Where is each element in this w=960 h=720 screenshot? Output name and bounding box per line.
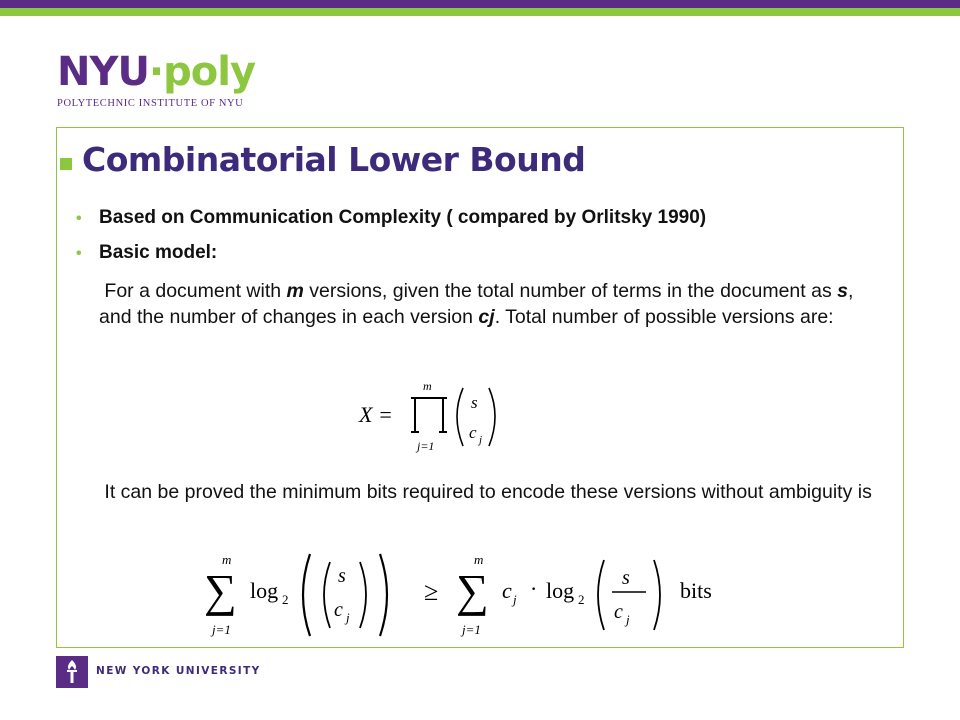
- eq2-binom-sub: j: [346, 610, 350, 625]
- bullet-item: [76, 242, 217, 264]
- eq2-binom-bottom: c: [334, 599, 343, 621]
- eq1-prod-lower: j=1: [417, 439, 435, 453]
- bullet-text: Based on Communication Complexity ( compared by Orlitsky 1990): [99, 207, 707, 228]
- para-text: , and the number of changes in each version: [99, 280, 854, 328]
- logo-poly: poly: [163, 49, 256, 95]
- product-symbol: [411, 398, 447, 432]
- eq2-geq: ≥: [424, 577, 439, 606]
- equation-lower-bound: [200, 550, 740, 640]
- outer-right-paren: [380, 554, 387, 636]
- eq2-sum-lower: j=1: [212, 622, 231, 637]
- nyu-torch-logo: [56, 656, 88, 688]
- eq2-log2-sub: 2: [578, 592, 585, 607]
- bullet-item: [76, 207, 706, 229]
- eq2-frac-den-sub: j: [626, 612, 630, 627]
- eq2-frac-num: s: [622, 567, 630, 589]
- paragraph-versions: [99, 278, 889, 330]
- eq1-prod-upper: m: [423, 379, 432, 393]
- var-s: s: [837, 280, 848, 302]
- eq2-dot: ·: [530, 576, 538, 601]
- sum-symbol: ∑: [204, 565, 237, 616]
- logo-wordmark: [57, 50, 255, 94]
- eq2-frac-den: c: [614, 601, 623, 623]
- right-paren: [360, 562, 366, 628]
- eq2-sum2-upper: m: [474, 552, 484, 567]
- logo-nyu: NYU: [57, 49, 149, 95]
- var-cj: cj: [478, 306, 495, 328]
- var-m: m: [286, 280, 304, 302]
- eq1-binom-sub: j: [479, 434, 483, 446]
- top-bar-green: [0, 8, 960, 16]
- left-paren: [598, 560, 604, 630]
- right-paren: [489, 388, 495, 446]
- title-marker: [60, 158, 72, 170]
- para-text: For a document with: [104, 280, 287, 302]
- sum-symbol: ∑: [456, 565, 489, 616]
- slide-title: Combinatorial Lower Bound: [82, 140, 586, 179]
- bullet-text: Basic model:: [99, 242, 218, 263]
- eq2-sum-upper: m: [222, 552, 232, 567]
- bullet-dot-icon: •: [76, 245, 82, 262]
- nyu-poly-logo: [57, 50, 255, 109]
- eq2-sum2-lower: j=1: [462, 622, 481, 637]
- equation-product: [355, 378, 515, 456]
- footer-university-name: NEW YORK UNIVERSITY: [96, 665, 261, 677]
- eq1-binom-bottom: c: [469, 423, 477, 442]
- eq2-cj-sub: j: [513, 592, 517, 607]
- logo-subtitle: POLYTECHNIC INSTITUTE OF NYU: [57, 98, 244, 109]
- torch-icon: [56, 656, 88, 688]
- left-paren: [457, 388, 463, 446]
- left-paren: [324, 562, 330, 628]
- eq2-log-sub: 2: [282, 592, 289, 607]
- top-bar-purple: [0, 0, 960, 8]
- para-text: It can be proved the minimum bits required to encode these versions without ambiguity is: [104, 481, 872, 503]
- eq1-binom-top: s: [471, 393, 478, 412]
- para-text: . Total number of possible versions are:: [494, 306, 834, 328]
- eq2-bits: bits: [680, 578, 712, 603]
- right-paren: [654, 560, 660, 630]
- para-text: versions, given the total number of terms in the document as: [303, 280, 838, 302]
- eq2-cj: c: [502, 578, 512, 603]
- eq2-log2: log: [546, 578, 575, 603]
- logo-dot: ·: [148, 49, 164, 95]
- eq1-lhs: X =: [359, 402, 393, 427]
- eq2-binom-top: s: [338, 565, 346, 587]
- bullet-dot-icon: •: [76, 210, 82, 227]
- eq2-log: log: [250, 578, 279, 603]
- paragraph-bits: [99, 479, 889, 505]
- outer-left-paren: [303, 554, 310, 636]
